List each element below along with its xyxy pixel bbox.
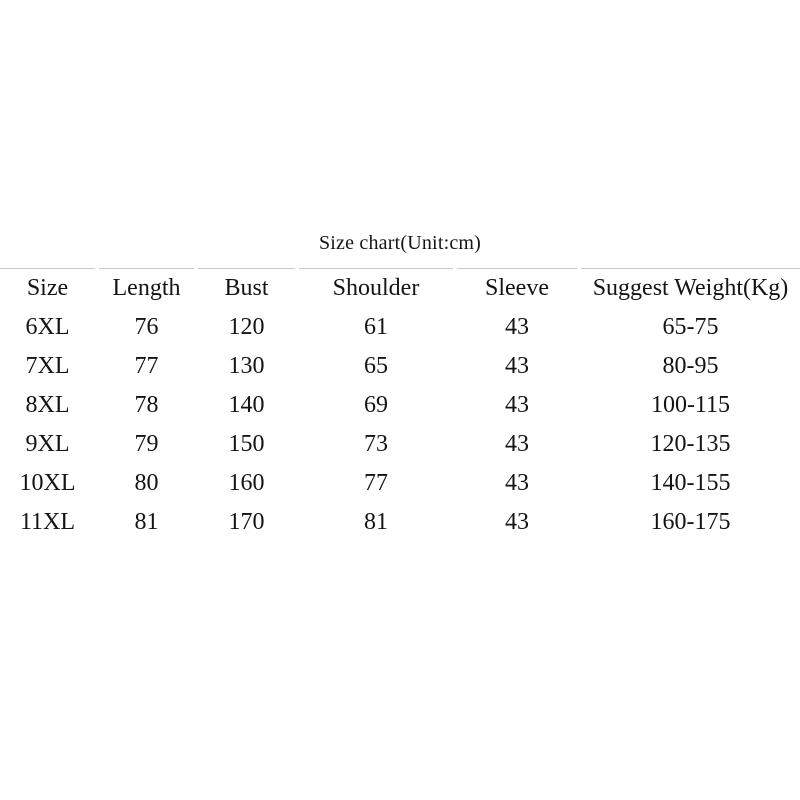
table-cell: 81 bbox=[364, 509, 388, 535]
table-cell: 43 bbox=[505, 314, 529, 340]
table-cell: 160-175 bbox=[650, 509, 731, 535]
size-chart-title: Size chart(Unit:cm) bbox=[318, 232, 482, 254]
column-header-shoulder: Shoulder bbox=[299, 268, 453, 308]
table-cell: 6XL bbox=[25, 314, 70, 340]
table-cell: 65-75 bbox=[662, 314, 719, 340]
table-cell: 120 bbox=[228, 314, 265, 340]
table-cell: 76 bbox=[134, 314, 159, 340]
table-cell: 120-135 bbox=[650, 431, 731, 457]
table-cell: 43 bbox=[505, 431, 529, 457]
table-cell: 170 bbox=[228, 509, 265, 535]
table-cell: 43 bbox=[505, 353, 529, 379]
table-cell: 9XL bbox=[25, 431, 70, 457]
table-row-9xl bbox=[0, 425, 800, 464]
table-cell: 8XL bbox=[25, 392, 70, 418]
column-header-bust: Bust bbox=[198, 268, 295, 308]
table-cell: 7XL bbox=[25, 353, 70, 379]
table-cell: 43 bbox=[505, 509, 529, 535]
table-row-10xl bbox=[0, 464, 800, 503]
column-header-sleeve: Sleeve bbox=[457, 268, 577, 308]
table-cell: 69 bbox=[364, 392, 388, 418]
header-row bbox=[0, 268, 800, 308]
size-chart-table bbox=[0, 268, 800, 542]
table-cell: 140 bbox=[228, 392, 265, 418]
table-cell: 140-155 bbox=[650, 470, 731, 496]
column-header-weight: Suggest Weight(Kg) bbox=[581, 268, 800, 308]
table-cell: 77 bbox=[364, 470, 388, 496]
table-row-8xl bbox=[0, 386, 800, 425]
table-cell: 43 bbox=[505, 392, 529, 418]
table-cell: 79 bbox=[134, 431, 159, 457]
table-cell: 78 bbox=[134, 392, 159, 418]
table-row-11xl bbox=[0, 503, 800, 542]
table-cell: 80 bbox=[134, 470, 159, 496]
table-cell: 130 bbox=[228, 353, 265, 379]
column-header-size: Size bbox=[0, 268, 95, 308]
table-cell: 150 bbox=[228, 431, 265, 457]
table-cell: 100-115 bbox=[650, 392, 731, 418]
table-row-6xl bbox=[0, 308, 800, 347]
table-cell: 160 bbox=[228, 470, 265, 496]
table-cell: 65 bbox=[364, 353, 388, 379]
table-cell: 61 bbox=[364, 314, 388, 340]
table-cell: 77 bbox=[134, 353, 159, 379]
table-cell: 43 bbox=[505, 470, 529, 496]
table-cell: 73 bbox=[364, 431, 388, 457]
table-cell: 80-95 bbox=[662, 353, 719, 379]
table-cell: 10XL bbox=[19, 470, 76, 496]
table-cell: 11XL bbox=[19, 509, 76, 535]
column-header-length: Length bbox=[99, 268, 194, 308]
table-cell: 81 bbox=[134, 509, 159, 535]
table-row-7xl bbox=[0, 347, 800, 386]
